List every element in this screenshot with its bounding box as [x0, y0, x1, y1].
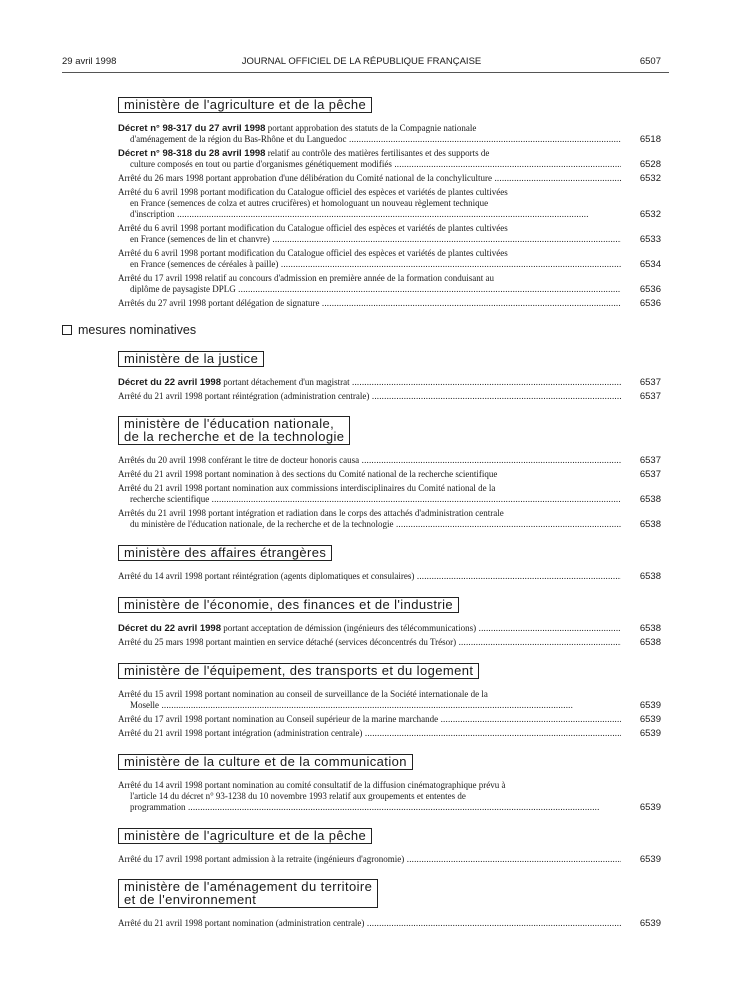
- toc-entry[interactable]: [118, 455, 661, 466]
- entry-page: 6532: [639, 173, 661, 184]
- entry-lead: Décret n° 98-317 du 27 avril 1998: [118, 123, 266, 134]
- entry-page: 6539: [639, 854, 661, 865]
- mesures-label: mesures nominatives: [78, 323, 197, 337]
- toc-entry[interactable]: [118, 918, 661, 929]
- entry-lead: Décret du 22 avril 1998: [118, 377, 221, 388]
- toc-entry[interactable]: [118, 689, 661, 711]
- toc-entry[interactable]: [118, 298, 661, 309]
- toc-entry[interactable]: [118, 391, 661, 402]
- entry-text: portant acceptation de démission (ingénieurs des télécommunications) .....: [223, 623, 621, 633]
- entry-text: en France (semences de lin et chanvre) .....: [118, 234, 621, 245]
- toc-entry[interactable]: [118, 223, 661, 245]
- header-journal-title: JOURNAL OFFICIEL DE LA RÉPUBLIQUE FRANÇAISE: [241, 56, 482, 67]
- section-agriculture: [62, 96, 661, 309]
- header-page-number: 6507: [639, 56, 661, 67]
- section-title: ministère de l'économie, des finances et de l'industrie: [118, 597, 459, 613]
- entry-page: 6539: [639, 700, 661, 711]
- entry-text: portant approbation des statuts de la Compagnie nationale: [267, 123, 477, 133]
- entry-page: 6538: [639, 623, 661, 634]
- entry-text: Arrêtés du 20 avril 1998 conférant le titre de docteur honoris causa .....: [118, 455, 621, 466]
- entry-page: 6539: [639, 802, 661, 813]
- entry-page: 6532: [639, 209, 661, 220]
- toc-entry[interactable]: [118, 273, 661, 295]
- toc-entry[interactable]: [118, 148, 661, 170]
- toc-entry[interactable]: [118, 714, 661, 725]
- entry-page: 6537: [639, 455, 661, 466]
- entry-text: Arrêté du 14 avril 1998 portant nomination au comité consultatif de la diffusion cinématographique prévu à: [118, 780, 506, 790]
- entry-page: 6539: [639, 714, 661, 725]
- header-date: 29 avril 1998: [62, 56, 117, 67]
- toc-entry[interactable]: [118, 173, 661, 184]
- toc-entry[interactable]: [118, 854, 661, 865]
- toc-entry[interactable]: [118, 623, 661, 634]
- entry-page: 6538: [639, 637, 661, 648]
- entry-lead: Décret du 22 avril 1998: [118, 623, 221, 634]
- entry-text: l'article 14 du décret n° 93-1238 du 10 novembre 1993 relatif aux groupements et ententes de: [130, 791, 466, 801]
- entry-text: Arrêté du 6 avril 1998 portant modification du Catalogue officiel des espèces et variétés de plantes cultivées: [118, 248, 508, 258]
- header-divider: [62, 72, 669, 73]
- entry-page: 6538: [639, 494, 661, 505]
- entry-text: d'aménagement de la région du Bas-Rhône et du Languedoc .....: [118, 134, 621, 145]
- mesures-nominatives-heading: [62, 323, 661, 337]
- section-title: ministère des affaires étrangères: [118, 545, 332, 561]
- section-education: [62, 416, 661, 530]
- entry-text: relatif au contrôle des matières fertilisantes et des supports de: [267, 148, 490, 158]
- entry-lead: Décret n° 98-318 du 28 avril 1998: [118, 148, 266, 159]
- entry-text: Arrêtés du 21 avril 1998 portant intégration et radiation dans le corps des attachés d'administration centrale: [118, 508, 504, 518]
- section-title: ministère de la culture et de la communication: [118, 754, 413, 770]
- entry-text: portant détachement d'un magistrat .....: [223, 377, 621, 387]
- toc-entry[interactable]: [118, 123, 661, 145]
- toc-entry[interactable]: [118, 469, 661, 480]
- entry-page: 6536: [639, 284, 661, 295]
- toc-entry[interactable]: [118, 637, 661, 648]
- section-title: ministère de l'agriculture et de la pêche: [118, 828, 372, 844]
- toc-entry[interactable]: [118, 780, 661, 813]
- section-title-line: de la recherche et de la technologie: [124, 429, 345, 444]
- entry-page: 6537: [639, 469, 661, 480]
- toc-entry[interactable]: [118, 728, 661, 739]
- entry-text: Arrêté du 26 mars 1998 portant approbation d'une délibération du Comité national de la conchyliculture .....: [118, 173, 621, 184]
- section-agriculture-nominative: [62, 827, 661, 865]
- entry-page: 6538: [639, 571, 661, 582]
- section-equipement: [62, 662, 661, 739]
- section-title: [118, 416, 350, 445]
- entry-page: 6534: [639, 259, 661, 270]
- page-header: [62, 56, 661, 70]
- section-title-line: ministère de l'aménagement du territoire: [124, 879, 373, 894]
- entry-page: 6536: [639, 298, 661, 309]
- entry-page: 6537: [639, 377, 661, 388]
- section-economie: [62, 596, 661, 648]
- section-justice: [62, 350, 661, 402]
- entry-text: Arrêté du 6 avril 1998 portant modification du Catalogue officiel des espèces et variétés de plantes cultivées: [118, 187, 508, 197]
- entry-text: culture composés en tout ou partie d'organismes génétiquement modifiés .....: [118, 159, 621, 170]
- entry-text: diplôme de paysagiste DPLG .....: [118, 284, 621, 295]
- entry-text: Arrêté du 21 avril 1998 portant nomination à des sections du Comité national de la recherche scientifique: [118, 469, 498, 479]
- entry-text: Arrêté du 21 avril 1998 portant réintégration (administration centrale) .....: [118, 391, 621, 402]
- entry-text: Arrêté du 21 avril 1998 portant nomination (administration centrale) .....: [118, 918, 621, 929]
- entry-page: 6533: [639, 234, 661, 245]
- entry-text: Arrêté du 17 avril 1998 portant nomination au Conseil supérieur de la marine marchande .....: [118, 714, 621, 725]
- section-title-line: ministère de l'éducation nationale,: [124, 416, 335, 431]
- toc-entry[interactable]: [118, 571, 661, 582]
- entry-text: Moselle .....: [118, 700, 621, 711]
- entry-text: Arrêté du 21 avril 1998 portant intégration (administration centrale) .....: [118, 728, 621, 739]
- entry-page: 6539: [639, 918, 661, 929]
- section-title-line: et de l'environnement: [124, 892, 257, 907]
- entry-page: 6528: [639, 159, 661, 170]
- section-affaires-etrangeres: [62, 544, 661, 582]
- entry-text: Arrêté du 17 avril 1998 relatif au concours d'admission en première année de la formation conduisant au: [118, 273, 494, 283]
- entry-page: 6538: [639, 519, 661, 530]
- section-title: [118, 879, 378, 908]
- table-of-contents: [62, 96, 661, 943]
- section-culture: [62, 753, 661, 813]
- checkbox-square-icon: [62, 325, 72, 335]
- entry-text: recherche scientifique .....: [118, 494, 621, 505]
- entry-text: programmation .....: [118, 802, 621, 813]
- entry-text: Arrêté du 17 avril 1998 portant admission à la retraite (ingénieurs d'agronomie) .....: [118, 854, 621, 865]
- entry-text: d'inscription .....: [118, 209, 621, 220]
- section-title: ministère de l'agriculture et de la pêche: [118, 97, 372, 113]
- section-title: ministère de l'équipement, des transports et du logement: [118, 663, 479, 679]
- entry-text: Arrêté du 21 avril 1998 portant nomination aux commissions interdisciplinaires du Comité national de la: [118, 483, 496, 493]
- entry-text: en France (semences de céréales à paille) .....: [118, 259, 621, 270]
- entry-page: 6537: [639, 391, 661, 402]
- entry-page: 6518: [639, 134, 661, 145]
- toc-entry[interactable]: [118, 377, 661, 388]
- section-title: ministère de la justice: [118, 351, 264, 367]
- toc-entry[interactable]: [118, 187, 661, 220]
- section-amenagement: [62, 879, 661, 929]
- toc-entry[interactable]: [118, 248, 661, 270]
- entry-text: Arrêté du 14 avril 1998 portant réintégration (agents diplomatiques et consulaires) .....: [118, 571, 621, 582]
- entry-text: du ministère de l'éducation nationale, de la recherche et de la technologie .....: [118, 519, 621, 530]
- entry-page: 6539: [639, 728, 661, 739]
- entry-text: Arrêté du 6 avril 1998 portant modification du Catalogue officiel des espèces et variétés de plantes cultivées: [118, 223, 508, 233]
- entry-text: Arrêté du 25 mars 1998 portant maintien en service détaché (services déconcentrés du Trésor) .....: [118, 637, 621, 648]
- toc-entry[interactable]: [118, 483, 661, 505]
- entry-text: en France (semences de colza et autres crucifères) et homologuant un nouveau règlement technique: [130, 198, 489, 208]
- entry-text: Arrêtés du 27 avril 1998 portant délégation de signature .....: [118, 298, 621, 309]
- toc-entry[interactable]: [118, 508, 661, 530]
- entry-text: Arrêté du 15 avril 1998 portant nomination au conseil de surveillance de la Société internationale de la: [118, 689, 488, 699]
